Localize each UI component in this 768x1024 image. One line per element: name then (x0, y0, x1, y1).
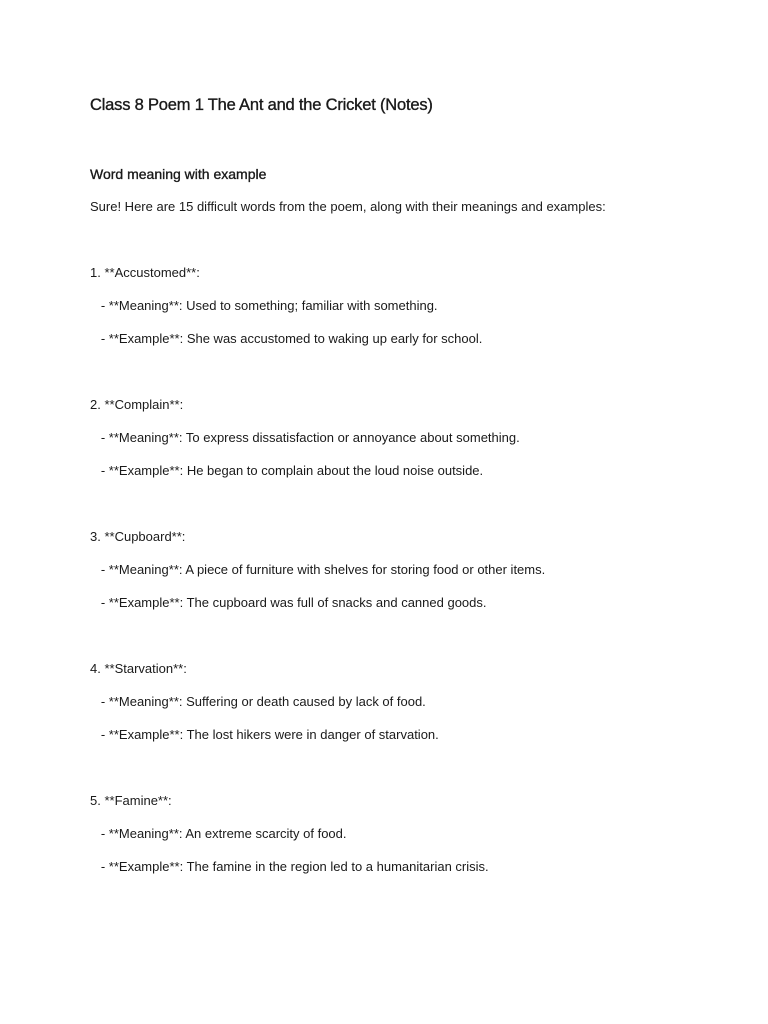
entry-word: 4. **Starvation**: (90, 661, 187, 676)
entry-example: - **Example**: The lost hikers were in danger of starvation. (90, 727, 439, 742)
entry-example: - **Example**: She was accustomed to waking up early for school. (90, 331, 483, 346)
entry-word: 2. **Complain**: (90, 397, 184, 412)
word-entry (90, 791, 730, 877)
entry-example: - **Example**: The cupboard was full of snacks and canned goods. (90, 595, 487, 610)
word-entry (90, 527, 730, 613)
entry-meaning: - **Meaning**: Suffering or death caused by lack of food. (90, 694, 426, 709)
entry-example: - **Example**: The famine in the region led to a humanitarian crisis. (90, 859, 489, 874)
intro-paragraph: Sure! Here are 15 difficult words from the poem, along with their meanings and examples: (90, 199, 606, 214)
entry-meaning: - **Meaning**: Used to something; familiar with something. (90, 298, 438, 313)
entry-meaning: - **Meaning**: To express dissatisfaction or annoyance about something. (90, 430, 520, 445)
entry-word: 3. **Cupboard**: (90, 529, 186, 544)
word-list (90, 263, 730, 877)
entry-word: 5. **Famine**: (90, 793, 172, 808)
document-content (90, 94, 730, 923)
document-title: Class 8 Poem 1 The Ant and the Cricket (Notes) (90, 96, 433, 114)
word-entry (90, 659, 730, 745)
word-entry (90, 395, 730, 481)
entry-meaning: - **Meaning**: A piece of furniture with shelves for storing food or other items. (90, 562, 546, 577)
word-entry (90, 263, 730, 349)
entry-meaning: - **Meaning**: An extreme scarcity of food. (90, 826, 347, 841)
entry-example: - **Example**: He began to complain about the loud noise outside. (90, 463, 484, 478)
entry-word: 1. **Accustomed**: (90, 265, 200, 280)
section-heading: Word meaning with example (90, 166, 267, 182)
